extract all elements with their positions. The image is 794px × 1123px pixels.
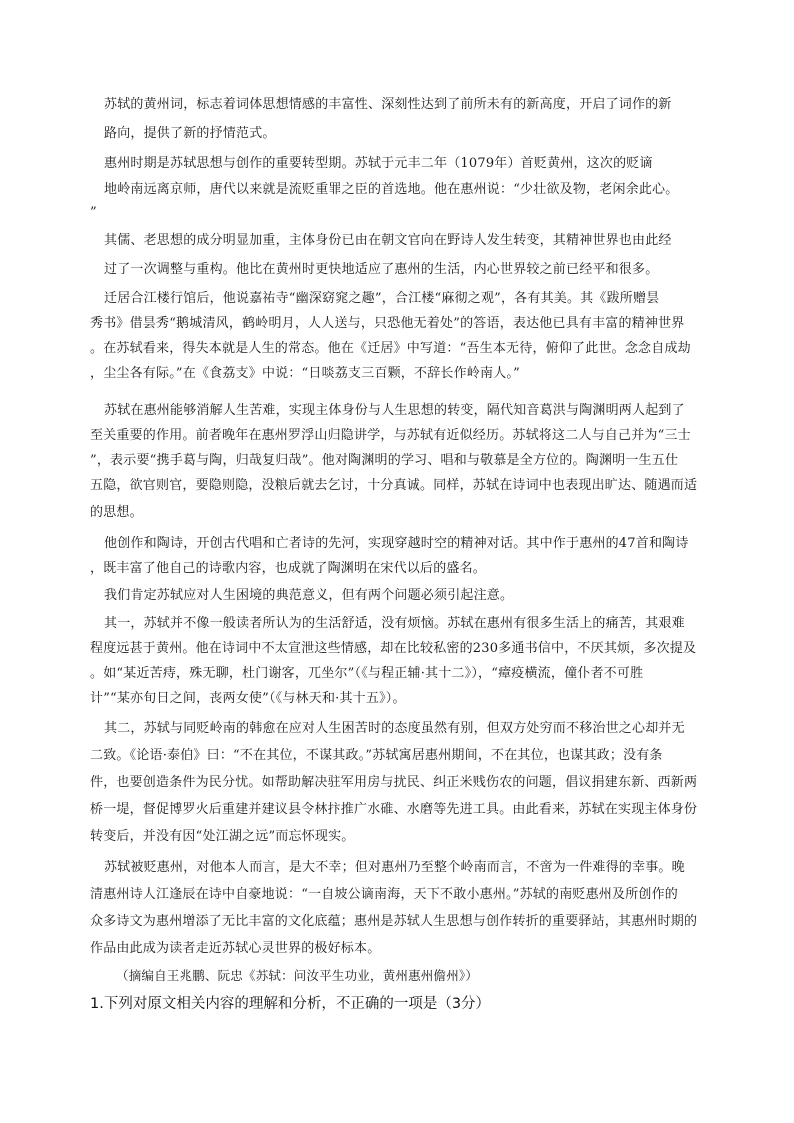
article-p10-line-3: 众多诗文为惠州增添了无比丰富的文化底蕴；惠州是苏轼人生思想与创作转折的重要驿站，其惠州时期的 <box>90 914 698 929</box>
article-p10-line-1: 苏轼被贬惠州，对他本人而言，是大不幸；但对惠州乃至整个岭南而言，不啻为一件难得的幸事。晚 <box>104 860 685 875</box>
article-p3-line-1: 其儒、老思想的成分明显加重，主体身份已由在朝文官向在野诗人发生转变，其精神世界也由此经 <box>104 233 672 248</box>
article-p7-line-1: 我们肯定苏轼应对人生困境的典范意义，但有两个问题必须引起注意。 <box>104 588 514 603</box>
question-1: 1.下列对原文相关内容的理解和分析，不正确的一项是（3分） <box>90 996 491 1012</box>
article-p8-line-4: 计”“某亦旬日之间，丧两女使”（《与林天和·其十五》）。 <box>90 691 406 706</box>
article-p9-line-5: 转变后，并没有因“处江湖之远”而忘怀现实。 <box>90 829 355 844</box>
article-p5-line-4: 五隐，欲官则官，要隐则隐，没粮后就去乞讨，十分真诚。同样，苏轼在诗词中也表现出旷达、随遇而适 <box>90 478 698 493</box>
article-p9-line-2: 二致。《论语·泰伯》曰：“不在其位，不谋其政。”苏轼寓居惠州期间，不在其位，也谋其政；没有条 <box>90 748 663 763</box>
article-p2-line-1: 惠州时期是苏轼思想与创作的重要转型期。苏轼于元丰二年（1079年）首贬黄州，这次的贬谪 <box>104 156 653 171</box>
article-p8-line-2: 程度远甚于黄州。他在诗词中不太宣泄这些情感，却在比较私密的230多通书信中，不厌其烦，多次提及 <box>90 641 697 656</box>
article-p1-line-1: 苏轼的黄州词，标志着词体思想情感的丰富性、深刻性达到了前所未有的新高度，开启了词作的新 <box>104 97 672 112</box>
article-p8-line-1: 其一，苏轼并不像一般读者所认为的生活舒适，没有烦恼。苏轼在惠州有很多生活上的痛苦，其艰难 <box>104 616 685 631</box>
article-p2-line-3: ” <box>90 205 97 220</box>
article-p9-line-3: 件，也要创造条件为民分忧。如帮助解决驻军用房与扰民、纠正米贱伤农的问题，倡议捐建东新、西新两 <box>90 775 698 790</box>
article-p3-line-2: 过了一次调整与重构。他比在黄州时更快地适应了惠州的生活，内心世界较之前已经平和很多。 <box>104 262 659 277</box>
article-p6-line-2: ，既丰富了他自己的诗歌内容，也成就了陶渊明在宋代以后的盛名。 <box>90 561 487 576</box>
article-p5-line-1: 苏轼在惠州能够消解人生苦难，实现主体身份与人生思想的转变，隔代知音葛洪与陶渊明两人起到了 <box>104 403 685 418</box>
article-p4-line-2: 秀书》借昙秀“鹅城清风，鹤岭明月，人人送与，只恐他无着处”的答语，表达他已具有丰富的精神世界 <box>90 316 685 331</box>
article-p5-line-3: ”，表示要“携手葛与陶，归哉复归哉”。他对陶渊明的学习、唱和与敬慕是全方位的。陶渊明一生五仕 <box>90 453 679 468</box>
article-p9-line-1: 其二，苏轼与同贬岭南的韩愈在应对人生困苦时的态度虽然有别，但双方处穷而不移治世之心却并无 <box>104 721 685 736</box>
article-p8-line-3: 。如“某近苦痔，殊无聊，杜门谢客，兀坐尔”（《与程正辅·其十二》），“瘴疫横流，僮仆者不可胜 <box>90 666 644 681</box>
article-p4-line-4: ，尘尘各有际。”在《食荔支》中说：“日啖荔支三百颗，不辞长作岭南人。” <box>90 366 520 381</box>
article-p9-line-4: 桥一堤，督促博罗火后重建并建议县令林抃推广水碓、水磨等先进工具。由此看来，苏轼在实现主体身份 <box>90 802 698 817</box>
article-p2-line-2: 地岭南远离京师，唐代以来就是流贬重罪之臣的首选地。他在惠州说：“少壮欲及物，老闲余此心。 <box>104 182 679 197</box>
article-p1-line-2: 路向，提供了新的抒情范式。 <box>104 126 276 141</box>
article-p6-line-1: 他创作和陶诗，开创古代唱和亡者诗的先河，实现穿越时空的精神对话。其中作于惠州的47首和陶诗 <box>104 536 689 551</box>
article-p5-line-5: 的思想。 <box>90 505 143 520</box>
article-p10-line-2: 清惠州诗人江逢辰在诗中自豪地说：“一自坡公谪南海，天下不敢小惠州。”苏轼的南贬惠州及所创作的 <box>90 887 678 902</box>
article-p5-line-2: 至关重要的作用。前者晚年在惠州罗浮山归隐讲学，与苏轼有近似经历。苏轼将这二人与自己并为“三士 <box>90 428 691 443</box>
article-p10-line-4: 作品由此成为读者走近苏轼心灵世界的极好标本。 <box>90 941 381 956</box>
article-p4-line-1: 迁居合江楼行馆后，他说嘉祐寺“幽深窈窕之趣”，合江楼“麻彻之观”，各有其美。其《跋所赠昙 <box>104 291 660 306</box>
article-source: （摘编自王兆鹏、阮忠《苏轼：问汝平生功业，黄州惠州儋州》） <box>116 968 479 983</box>
article-p4-line-3: 。在苏轼看来，得失本就是人生的常态。他在《迁居》中写道：“吾生本无待，俯仰了此世。念念自成劫 <box>90 341 691 356</box>
